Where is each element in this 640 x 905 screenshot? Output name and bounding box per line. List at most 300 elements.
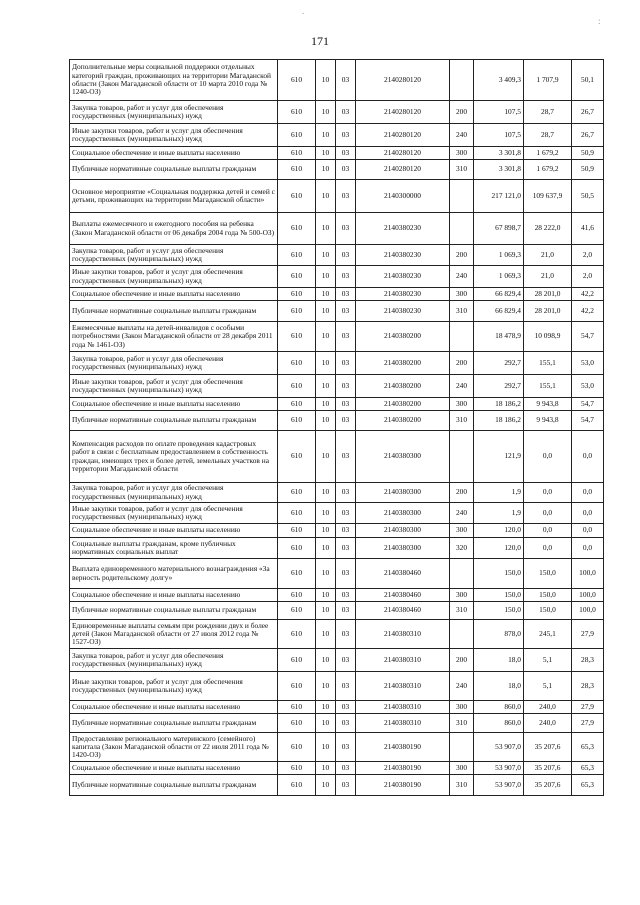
- row-plan-amount: 107,5: [474, 101, 524, 124]
- row-target-code: 2140380190: [356, 775, 450, 796]
- table-row: [70, 589, 604, 602]
- table-row: [70, 160, 604, 180]
- row-name: Социальное обеспечение и иные выплаты населению: [70, 589, 278, 602]
- row-expense-type: 310: [450, 714, 474, 733]
- row-target-code: 2140380200: [356, 375, 450, 398]
- row-subsection: 03: [336, 245, 356, 266]
- row-plan-amount: 3 301,8: [474, 147, 524, 160]
- row-plan-amount: 1 069,3: [474, 266, 524, 288]
- row-subsection: 03: [336, 352, 356, 375]
- row-name: Социальные выплаты гражданам, кроме публичных нормативных социальных выплат: [70, 538, 278, 559]
- row-ved: 610: [278, 160, 316, 180]
- table-row: [70, 483, 604, 503]
- row-plan-amount: 150,0: [474, 589, 524, 602]
- row-expense-type: [450, 431, 474, 483]
- row-fact-amount: 150,0: [524, 602, 572, 620]
- row-name: Иные закупки товаров, работ и услуг для обеспечения государственных (муниципальных) нужд: [70, 672, 278, 701]
- row-section: 10: [316, 213, 336, 245]
- row-expense-type: 240: [450, 375, 474, 398]
- row-percent: 26,7: [572, 101, 604, 124]
- row-ved: 610: [278, 322, 316, 352]
- row-percent: 0,0: [572, 431, 604, 483]
- row-ved: 610: [278, 672, 316, 701]
- row-fact-amount: 150,0: [524, 559, 572, 589]
- row-fact-amount: 9 943,8: [524, 411, 572, 431]
- row-fact-amount: 28 201,0: [524, 301, 572, 322]
- row-percent: 0,0: [572, 538, 604, 559]
- row-section: 10: [316, 352, 336, 375]
- table-row: [70, 213, 604, 245]
- row-expense-type: 310: [450, 411, 474, 431]
- row-ved: 610: [278, 398, 316, 411]
- row-ved: 610: [278, 101, 316, 124]
- table-row: [70, 431, 604, 483]
- row-section: 10: [316, 602, 336, 620]
- row-target-code: 2140380230: [356, 213, 450, 245]
- row-name: Компенсация расходов по оплате проведения кадастровых работ в связи с бесплатным предоставлением в собственность граждан, имеющих трех и более детей, земельных участков на территории Магаданской области: [70, 431, 278, 483]
- row-fact-amount: 28 222,0: [524, 213, 572, 245]
- scan-mark: :: [598, 16, 601, 26]
- row-percent: 27,9: [572, 701, 604, 714]
- table-row: [70, 124, 604, 147]
- row-plan-amount: 292,7: [474, 352, 524, 375]
- row-section: 10: [316, 266, 336, 288]
- row-subsection: 03: [336, 620, 356, 649]
- row-ved: 610: [278, 762, 316, 775]
- row-target-code: 2140380460: [356, 602, 450, 620]
- row-subsection: 03: [336, 602, 356, 620]
- row-target-code: 2140380300: [356, 538, 450, 559]
- row-section: 10: [316, 180, 336, 213]
- row-expense-type: 200: [450, 352, 474, 375]
- row-ved: 610: [278, 411, 316, 431]
- row-subsection: 03: [336, 322, 356, 352]
- row-fact-amount: 1 679,2: [524, 160, 572, 180]
- row-plan-amount: 66 829,4: [474, 301, 524, 322]
- row-fact-amount: 0,0: [524, 538, 572, 559]
- row-section: 10: [316, 620, 336, 649]
- row-target-code: 2140380230: [356, 245, 450, 266]
- row-expense-type: 310: [450, 301, 474, 322]
- row-target-code: 2140380460: [356, 559, 450, 589]
- row-plan-amount: 53 907,0: [474, 733, 524, 762]
- row-subsection: 03: [336, 701, 356, 714]
- row-name: Социальное обеспечение и иные выплаты населению: [70, 762, 278, 775]
- row-target-code: 2140380200: [356, 352, 450, 375]
- row-section: 10: [316, 398, 336, 411]
- row-expense-type: 200: [450, 245, 474, 266]
- row-section: 10: [316, 483, 336, 503]
- row-expense-type: 310: [450, 775, 474, 796]
- row-plan-amount: 18,0: [474, 649, 524, 672]
- table-row: [70, 180, 604, 213]
- row-section: 10: [316, 714, 336, 733]
- row-plan-amount: 150,0: [474, 559, 524, 589]
- table-row: [70, 352, 604, 375]
- row-subsection: 03: [336, 375, 356, 398]
- row-section: 10: [316, 301, 336, 322]
- row-subsection: 03: [336, 411, 356, 431]
- row-subsection: 03: [336, 124, 356, 147]
- row-fact-amount: 0,0: [524, 483, 572, 503]
- row-ved: 610: [278, 620, 316, 649]
- row-fact-amount: 0,0: [524, 503, 572, 524]
- row-ved: 610: [278, 60, 316, 101]
- row-target-code: 2140280120: [356, 160, 450, 180]
- row-subsection: 03: [336, 589, 356, 602]
- row-expense-type: [450, 180, 474, 213]
- row-fact-amount: 245,1: [524, 620, 572, 649]
- row-percent: 42,2: [572, 288, 604, 301]
- row-target-code: 2140380300: [356, 483, 450, 503]
- row-name: Ежемесячные выплаты на детей-инвалидов с особыми потребностями (Закон Магаданской области от 28 декабря 2011 года № 1461-ОЗ): [70, 322, 278, 352]
- row-fact-amount: 10 098,9: [524, 322, 572, 352]
- row-percent: 2,0: [572, 245, 604, 266]
- table-row: [70, 762, 604, 775]
- row-ved: 610: [278, 701, 316, 714]
- row-expense-type: [450, 559, 474, 589]
- row-fact-amount: 28,7: [524, 124, 572, 147]
- row-name: Иные закупки товаров, работ и услуг для обеспечения государственных (муниципальных) нужд: [70, 375, 278, 398]
- row-percent: 2,0: [572, 266, 604, 288]
- row-percent: 100,0: [572, 559, 604, 589]
- row-subsection: 03: [336, 538, 356, 559]
- row-subsection: 03: [336, 762, 356, 775]
- row-percent: 0,0: [572, 483, 604, 503]
- row-target-code: 2140380310: [356, 649, 450, 672]
- row-plan-amount: 878,0: [474, 620, 524, 649]
- row-expense-type: 300: [450, 288, 474, 301]
- row-percent: 28,3: [572, 649, 604, 672]
- row-ved: 610: [278, 288, 316, 301]
- row-name: Публичные нормативные социальные выплаты гражданам: [70, 160, 278, 180]
- table-row: [70, 602, 604, 620]
- row-plan-amount: 120,0: [474, 524, 524, 538]
- row-section: 10: [316, 375, 336, 398]
- row-fact-amount: 5,1: [524, 672, 572, 701]
- row-target-code: 2140380230: [356, 288, 450, 301]
- table-row: [70, 288, 604, 301]
- row-section: 10: [316, 733, 336, 762]
- row-section: 10: [316, 538, 336, 559]
- row-section: 10: [316, 649, 336, 672]
- row-ved: 610: [278, 375, 316, 398]
- row-percent: 100,0: [572, 602, 604, 620]
- row-fact-amount: 155,1: [524, 375, 572, 398]
- row-target-code: 2140380300: [356, 431, 450, 483]
- row-ved: 610: [278, 245, 316, 266]
- row-target-code: 2140380310: [356, 714, 450, 733]
- row-expense-type: 240: [450, 672, 474, 701]
- row-section: 10: [316, 160, 336, 180]
- row-fact-amount: 155,1: [524, 352, 572, 375]
- row-name: Выплата единовременного материального вознаграждения «За верность родительскому долгу»: [70, 559, 278, 589]
- row-ved: 610: [278, 602, 316, 620]
- row-ved: 610: [278, 483, 316, 503]
- row-percent: 50,1: [572, 60, 604, 101]
- budget-table-body: [70, 60, 604, 796]
- table-row: [70, 322, 604, 352]
- row-target-code: 2140380200: [356, 398, 450, 411]
- row-target-code: 2140380200: [356, 411, 450, 431]
- row-expense-type: 320: [450, 538, 474, 559]
- row-percent: 0,0: [572, 524, 604, 538]
- row-expense-type: [450, 322, 474, 352]
- row-plan-amount: 860,0: [474, 701, 524, 714]
- table-row: [70, 620, 604, 649]
- row-name: Закупка товаров, работ и услуг для обеспечения государственных (муниципальных) нужд: [70, 101, 278, 124]
- row-subsection: 03: [336, 288, 356, 301]
- row-ved: 610: [278, 733, 316, 762]
- row-ved: 610: [278, 714, 316, 733]
- row-target-code: 2140380300: [356, 524, 450, 538]
- row-section: 10: [316, 322, 336, 352]
- row-section: 10: [316, 775, 336, 796]
- table-row: [70, 649, 604, 672]
- row-expense-type: 200: [450, 649, 474, 672]
- row-percent: 54,7: [572, 398, 604, 411]
- row-fact-amount: 9 943,8: [524, 398, 572, 411]
- row-plan-amount: 107,5: [474, 124, 524, 147]
- row-plan-amount: 292,7: [474, 375, 524, 398]
- row-subsection: 03: [336, 524, 356, 538]
- row-expense-type: [450, 60, 474, 101]
- row-fact-amount: 28,7: [524, 101, 572, 124]
- row-subsection: 03: [336, 60, 356, 101]
- row-ved: 610: [278, 503, 316, 524]
- row-target-code: 2140380230: [356, 266, 450, 288]
- row-subsection: 03: [336, 147, 356, 160]
- row-subsection: 03: [336, 398, 356, 411]
- row-name: Публичные нормативные социальные выплаты гражданам: [70, 602, 278, 620]
- row-ved: 610: [278, 266, 316, 288]
- row-fact-amount: 1 707,9: [524, 60, 572, 101]
- row-ved: 610: [278, 538, 316, 559]
- row-percent: 26,7: [572, 124, 604, 147]
- row-section: 10: [316, 411, 336, 431]
- row-name: Социальное обеспечение и иные выплаты населению: [70, 398, 278, 411]
- row-plan-amount: 3 409,3: [474, 60, 524, 101]
- row-plan-amount: 217 121,0: [474, 180, 524, 213]
- row-plan-amount: 1 069,3: [474, 245, 524, 266]
- row-name: Иные закупки товаров, работ и услуг для обеспечения государственных (муниципальных) нужд: [70, 503, 278, 524]
- row-section: 10: [316, 245, 336, 266]
- table-row: [70, 524, 604, 538]
- table-row: [70, 701, 604, 714]
- row-name: Дополнительные меры социальной поддержки отдельных категорий граждан, проживающих на территории Магаданской области (Закон Магаданской области от 10 марта 2010 года № 1240-ОЗ): [70, 60, 278, 101]
- row-expense-type: 240: [450, 266, 474, 288]
- row-ved: 610: [278, 180, 316, 213]
- row-subsection: 03: [336, 266, 356, 288]
- row-plan-amount: 1,9: [474, 503, 524, 524]
- row-name: Единовременные выплаты семьям при рождении двух и более детей (Закон Магаданской области от 27 июля 2012 года № 1527-ОЗ): [70, 620, 278, 649]
- row-name: Закупка товаров, работ и услуг для обеспечения государственных (муниципальных) нужд: [70, 649, 278, 672]
- row-section: 10: [316, 524, 336, 538]
- row-ved: 610: [278, 213, 316, 245]
- row-target-code: 2140280120: [356, 60, 450, 101]
- row-target-code: 2140380230: [356, 301, 450, 322]
- table-row: [70, 301, 604, 322]
- row-percent: 53,0: [572, 375, 604, 398]
- row-fact-amount: 28 201,0: [524, 288, 572, 301]
- row-subsection: 03: [336, 483, 356, 503]
- row-target-code: 2140380300: [356, 503, 450, 524]
- row-percent: 41,6: [572, 213, 604, 245]
- row-plan-amount: 120,0: [474, 538, 524, 559]
- row-fact-amount: 35 207,6: [524, 733, 572, 762]
- row-fact-amount: 35 207,6: [524, 775, 572, 796]
- row-name: Иные закупки товаров, работ и услуг для обеспечения государственных (муниципальных) нужд: [70, 124, 278, 147]
- row-percent: 65,3: [572, 775, 604, 796]
- row-expense-type: 300: [450, 398, 474, 411]
- row-section: 10: [316, 288, 336, 301]
- row-fact-amount: 35 207,6: [524, 762, 572, 775]
- row-ved: 610: [278, 352, 316, 375]
- row-expense-type: 300: [450, 524, 474, 538]
- table-row: [70, 775, 604, 796]
- row-expense-type: [450, 620, 474, 649]
- row-subsection: 03: [336, 649, 356, 672]
- row-ved: 610: [278, 649, 316, 672]
- row-section: 10: [316, 147, 336, 160]
- row-percent: 27,9: [572, 620, 604, 649]
- row-plan-amount: 67 898,7: [474, 213, 524, 245]
- row-fact-amount: 109 637,9: [524, 180, 572, 213]
- row-expense-type: 300: [450, 589, 474, 602]
- row-name: Социальное обеспечение и иные выплаты населению: [70, 524, 278, 538]
- table-row: [70, 245, 604, 266]
- row-subsection: 03: [336, 672, 356, 701]
- table-row: [70, 538, 604, 559]
- row-expense-type: 300: [450, 701, 474, 714]
- row-target-code: 2140300000: [356, 180, 450, 213]
- row-subsection: 03: [336, 714, 356, 733]
- row-subsection: 03: [336, 733, 356, 762]
- row-expense-type: 200: [450, 101, 474, 124]
- row-name: Предоставление регионального материнского (семейного) капитала (Закон Магаданской области от 22 июля 2011 года № 1420-ОЗ): [70, 733, 278, 762]
- row-percent: 42,2: [572, 301, 604, 322]
- table-row: [70, 398, 604, 411]
- row-name: Публичные нормативные социальные выплаты гражданам: [70, 301, 278, 322]
- row-percent: 53,0: [572, 352, 604, 375]
- row-plan-amount: 18,0: [474, 672, 524, 701]
- row-target-code: 2140380190: [356, 733, 450, 762]
- row-expense-type: 300: [450, 762, 474, 775]
- row-target-code: 2140380310: [356, 620, 450, 649]
- table-row: [70, 559, 604, 589]
- row-name: Закупка товаров, работ и услуг для обеспечения государственных (муниципальных) нужд: [70, 352, 278, 375]
- row-section: 10: [316, 60, 336, 101]
- row-plan-amount: 18 186,2: [474, 411, 524, 431]
- row-subsection: 03: [336, 160, 356, 180]
- row-expense-type: 300: [450, 147, 474, 160]
- row-name: Иные закупки товаров, работ и услуг для обеспечения государственных (муниципальных) нужд: [70, 266, 278, 288]
- row-target-code: 2140380200: [356, 322, 450, 352]
- row-name: Закупка товаров, работ и услуг для обеспечения государственных (муниципальных) нужд: [70, 245, 278, 266]
- row-target-code: 2140380310: [356, 672, 450, 701]
- row-fact-amount: 5,1: [524, 649, 572, 672]
- row-fact-amount: 0,0: [524, 524, 572, 538]
- page-number: 171: [311, 34, 329, 48]
- row-percent: 100,0: [572, 589, 604, 602]
- row-name: Основное мероприятие «Социальная поддержка детей и семей с детьми, проживающих на территории Магаданской области»: [70, 180, 278, 213]
- row-name: Социальное обеспечение и иные выплаты населению: [70, 147, 278, 160]
- row-subsection: 03: [336, 101, 356, 124]
- row-expense-type: [450, 213, 474, 245]
- row-fact-amount: 1 679,2: [524, 147, 572, 160]
- row-name: Публичные нормативные социальные выплаты гражданам: [70, 411, 278, 431]
- row-ved: 610: [278, 775, 316, 796]
- row-subsection: 03: [336, 213, 356, 245]
- budget-table: [69, 59, 604, 796]
- row-fact-amount: 21,0: [524, 245, 572, 266]
- row-plan-amount: 53 907,0: [474, 762, 524, 775]
- table-row: [70, 733, 604, 762]
- row-fact-amount: 240,0: [524, 714, 572, 733]
- row-plan-amount: 121,9: [474, 431, 524, 483]
- row-section: 10: [316, 503, 336, 524]
- row-section: 10: [316, 431, 336, 483]
- row-fact-amount: 150,0: [524, 589, 572, 602]
- row-ved: 610: [278, 559, 316, 589]
- row-ved: 610: [278, 524, 316, 538]
- row-name: Социальное обеспечение и иные выплаты населению: [70, 701, 278, 714]
- row-percent: 54,7: [572, 411, 604, 431]
- row-section: 10: [316, 672, 336, 701]
- table-row: [70, 714, 604, 733]
- row-target-code: 2140380310: [356, 701, 450, 714]
- row-percent: 54,7: [572, 322, 604, 352]
- row-percent: 65,3: [572, 762, 604, 775]
- row-section: 10: [316, 101, 336, 124]
- row-section: 10: [316, 589, 336, 602]
- row-name: Публичные нормативные социальные выплаты гражданам: [70, 775, 278, 796]
- row-percent: 50,9: [572, 147, 604, 160]
- row-subsection: 03: [336, 180, 356, 213]
- row-plan-amount: 66 829,4: [474, 288, 524, 301]
- row-percent: 50,9: [572, 160, 604, 180]
- table-row: [70, 101, 604, 124]
- row-target-code: 2140280120: [356, 124, 450, 147]
- row-target-code: 2140280120: [356, 147, 450, 160]
- row-fact-amount: 21,0: [524, 266, 572, 288]
- row-percent: 65,3: [572, 733, 604, 762]
- scan-mark: .: [302, 6, 305, 16]
- row-plan-amount: 18 186,2: [474, 398, 524, 411]
- row-expense-type: [450, 733, 474, 762]
- row-plan-amount: 860,0: [474, 714, 524, 733]
- table-row: [70, 503, 604, 524]
- row-section: 10: [316, 559, 336, 589]
- row-subsection: 03: [336, 775, 356, 796]
- row-name: Закупка товаров, работ и услуг для обеспечения государственных (муниципальных) нужд: [70, 483, 278, 503]
- row-subsection: 03: [336, 431, 356, 483]
- row-section: 10: [316, 762, 336, 775]
- row-name: Выплаты ежемесячного и ежегодного пособия на ребенка (Закон Магаданской области от 06 декабря 2004 года № 500-ОЗ): [70, 213, 278, 245]
- row-ved: 610: [278, 147, 316, 160]
- row-plan-amount: 53 907,0: [474, 775, 524, 796]
- row-ved: 610: [278, 431, 316, 483]
- row-plan-amount: 1,9: [474, 483, 524, 503]
- row-name: Публичные нормативные социальные выплаты гражданам: [70, 714, 278, 733]
- row-plan-amount: 18 478,9: [474, 322, 524, 352]
- row-expense-type: 310: [450, 602, 474, 620]
- row-expense-type: 310: [450, 160, 474, 180]
- row-name: Социальное обеспечение и иные выплаты населению: [70, 288, 278, 301]
- row-percent: 0,0: [572, 503, 604, 524]
- table-row: [70, 411, 604, 431]
- row-ved: 610: [278, 301, 316, 322]
